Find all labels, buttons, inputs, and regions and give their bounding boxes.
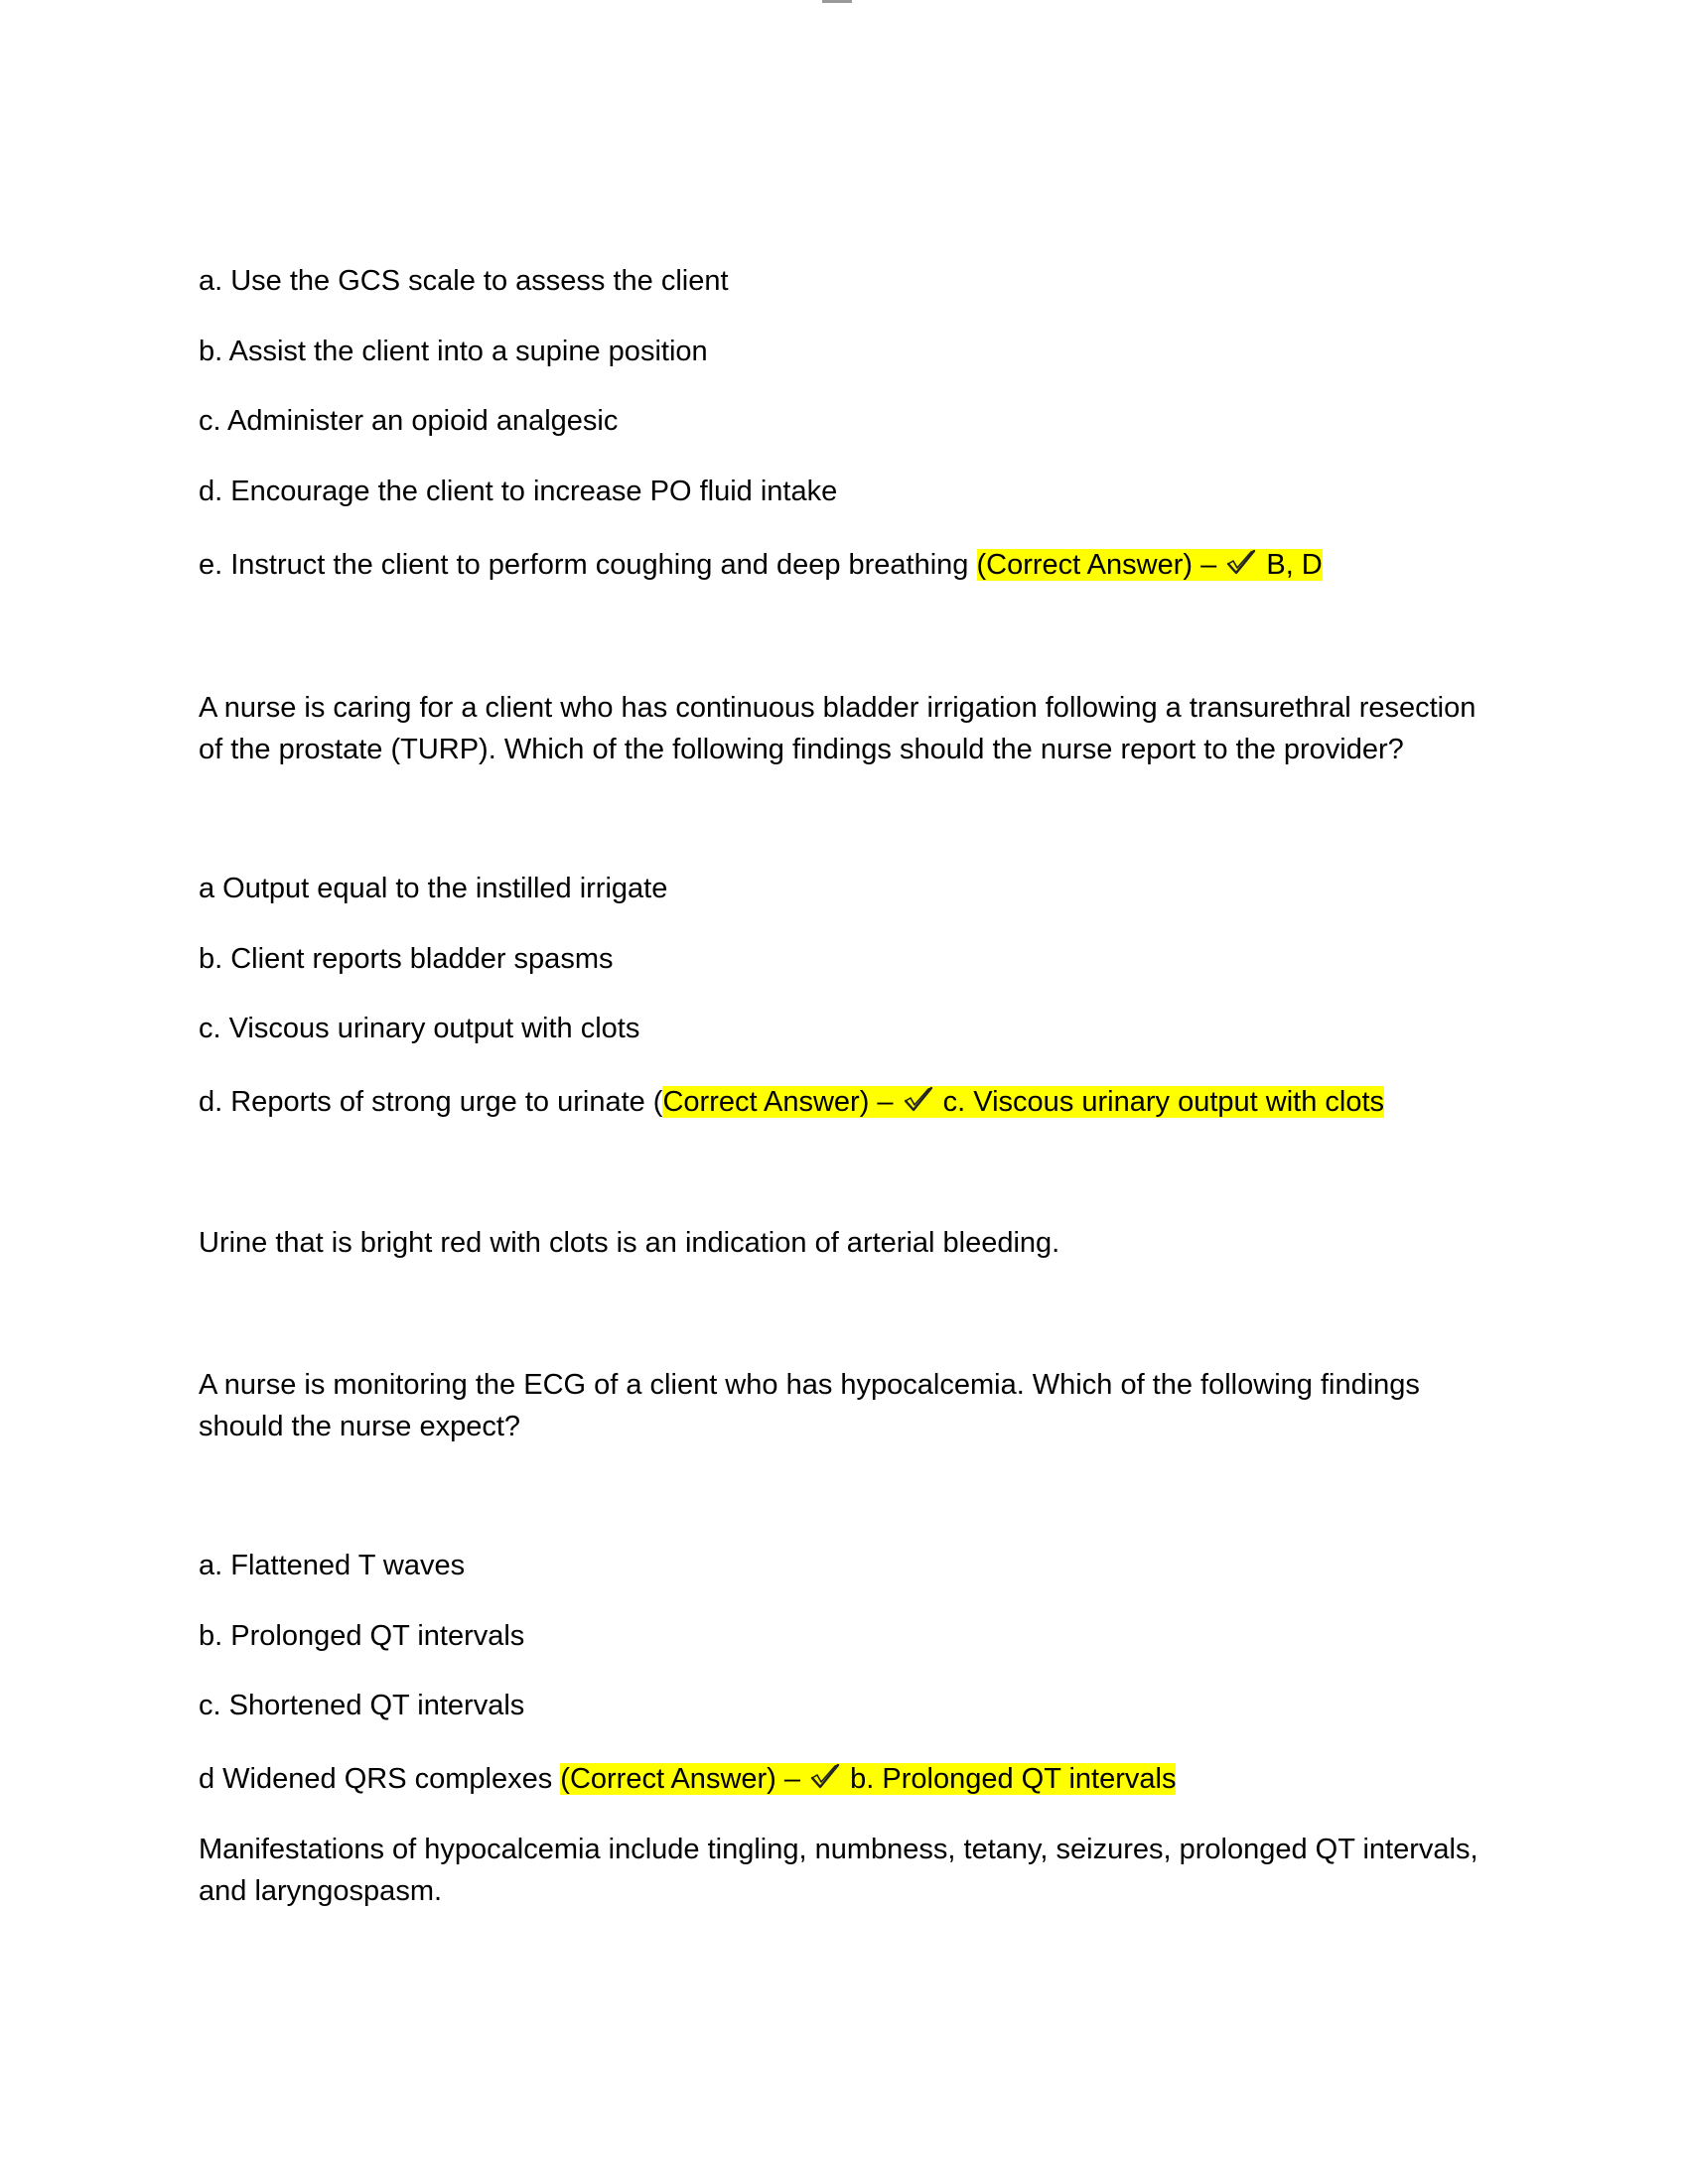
check-icon [1224,548,1258,578]
q1-option-a: a. Use the GCS scale to assess the client [199,265,729,297]
q2-answer-prefix: Correct Answer) – [662,1086,902,1118]
q2-correct-answer [662,1086,1384,1118]
q1-answer-prefix: (Correct Answer) – [976,549,1225,581]
q3-option-c: c. Shortened QT intervals [199,1690,525,1721]
q2-option-c: c. Viscous urinary output with clots [199,1013,640,1044]
q1-option-c: c. Administer an opioid analgesic [199,405,619,437]
q2-stem: A nurse is caring for a client who has continuous bladder irrigation following a transurethral resection of the prostate (TURP). Which of the following findings should the nurse report to the provider? [199,692,1477,765]
q1-option-e-line [199,544,1323,586]
q3-option-b: b. Prolonged QT intervals [199,1620,525,1652]
q1-correct-answer [977,549,1323,581]
q2-option-a: a Output equal to the instilled irrigate [199,873,668,904]
q1-answer-value: B, D [1258,549,1323,581]
q2-option-d: d. Reports of strong urge to urinate ( [199,1086,663,1118]
q3-rationale: Manifestations of hypocalcemia include tingling, numbness, tetany, seizures, prolonged QT intervals, and laryngospasm. [199,1834,1478,1907]
q3-option-d: d Widened QRS complexes [199,1763,561,1795]
q2-rationale: Urine that is bright red with clots is an indication of arterial bleeding. [199,1227,1060,1259]
q1-option-e: e. Instruct the client to perform coughing and deep breathing [199,549,977,581]
q3-answer-prefix: (Correct Answer) – [560,1763,809,1795]
q2-option-b: b. Client reports bladder spasms [199,943,614,975]
q1-option-d: d. Encourage the client to increase PO fluid intake [199,476,838,507]
q3-stem: A nurse is monitoring the ECG of a client who has hypocalcemia. Which of the following findings should the nurse expect? [199,1369,1420,1442]
q1-option-b: b. Assist the client into a supine position [199,336,708,367]
q2-answer-value: c. Viscous urinary output with clots [934,1086,1385,1118]
q3-correct-answer [560,1763,1176,1795]
q3-answer-value: b. Prolonged QT intervals [842,1763,1177,1795]
q2-option-d-line [199,1081,1384,1123]
q3-option-d-line [199,1758,1176,1800]
check-icon [902,1085,935,1115]
check-icon [808,1762,842,1792]
q3-option-a: a. Flattened T waves [199,1550,466,1581]
header-mark [822,0,852,3]
